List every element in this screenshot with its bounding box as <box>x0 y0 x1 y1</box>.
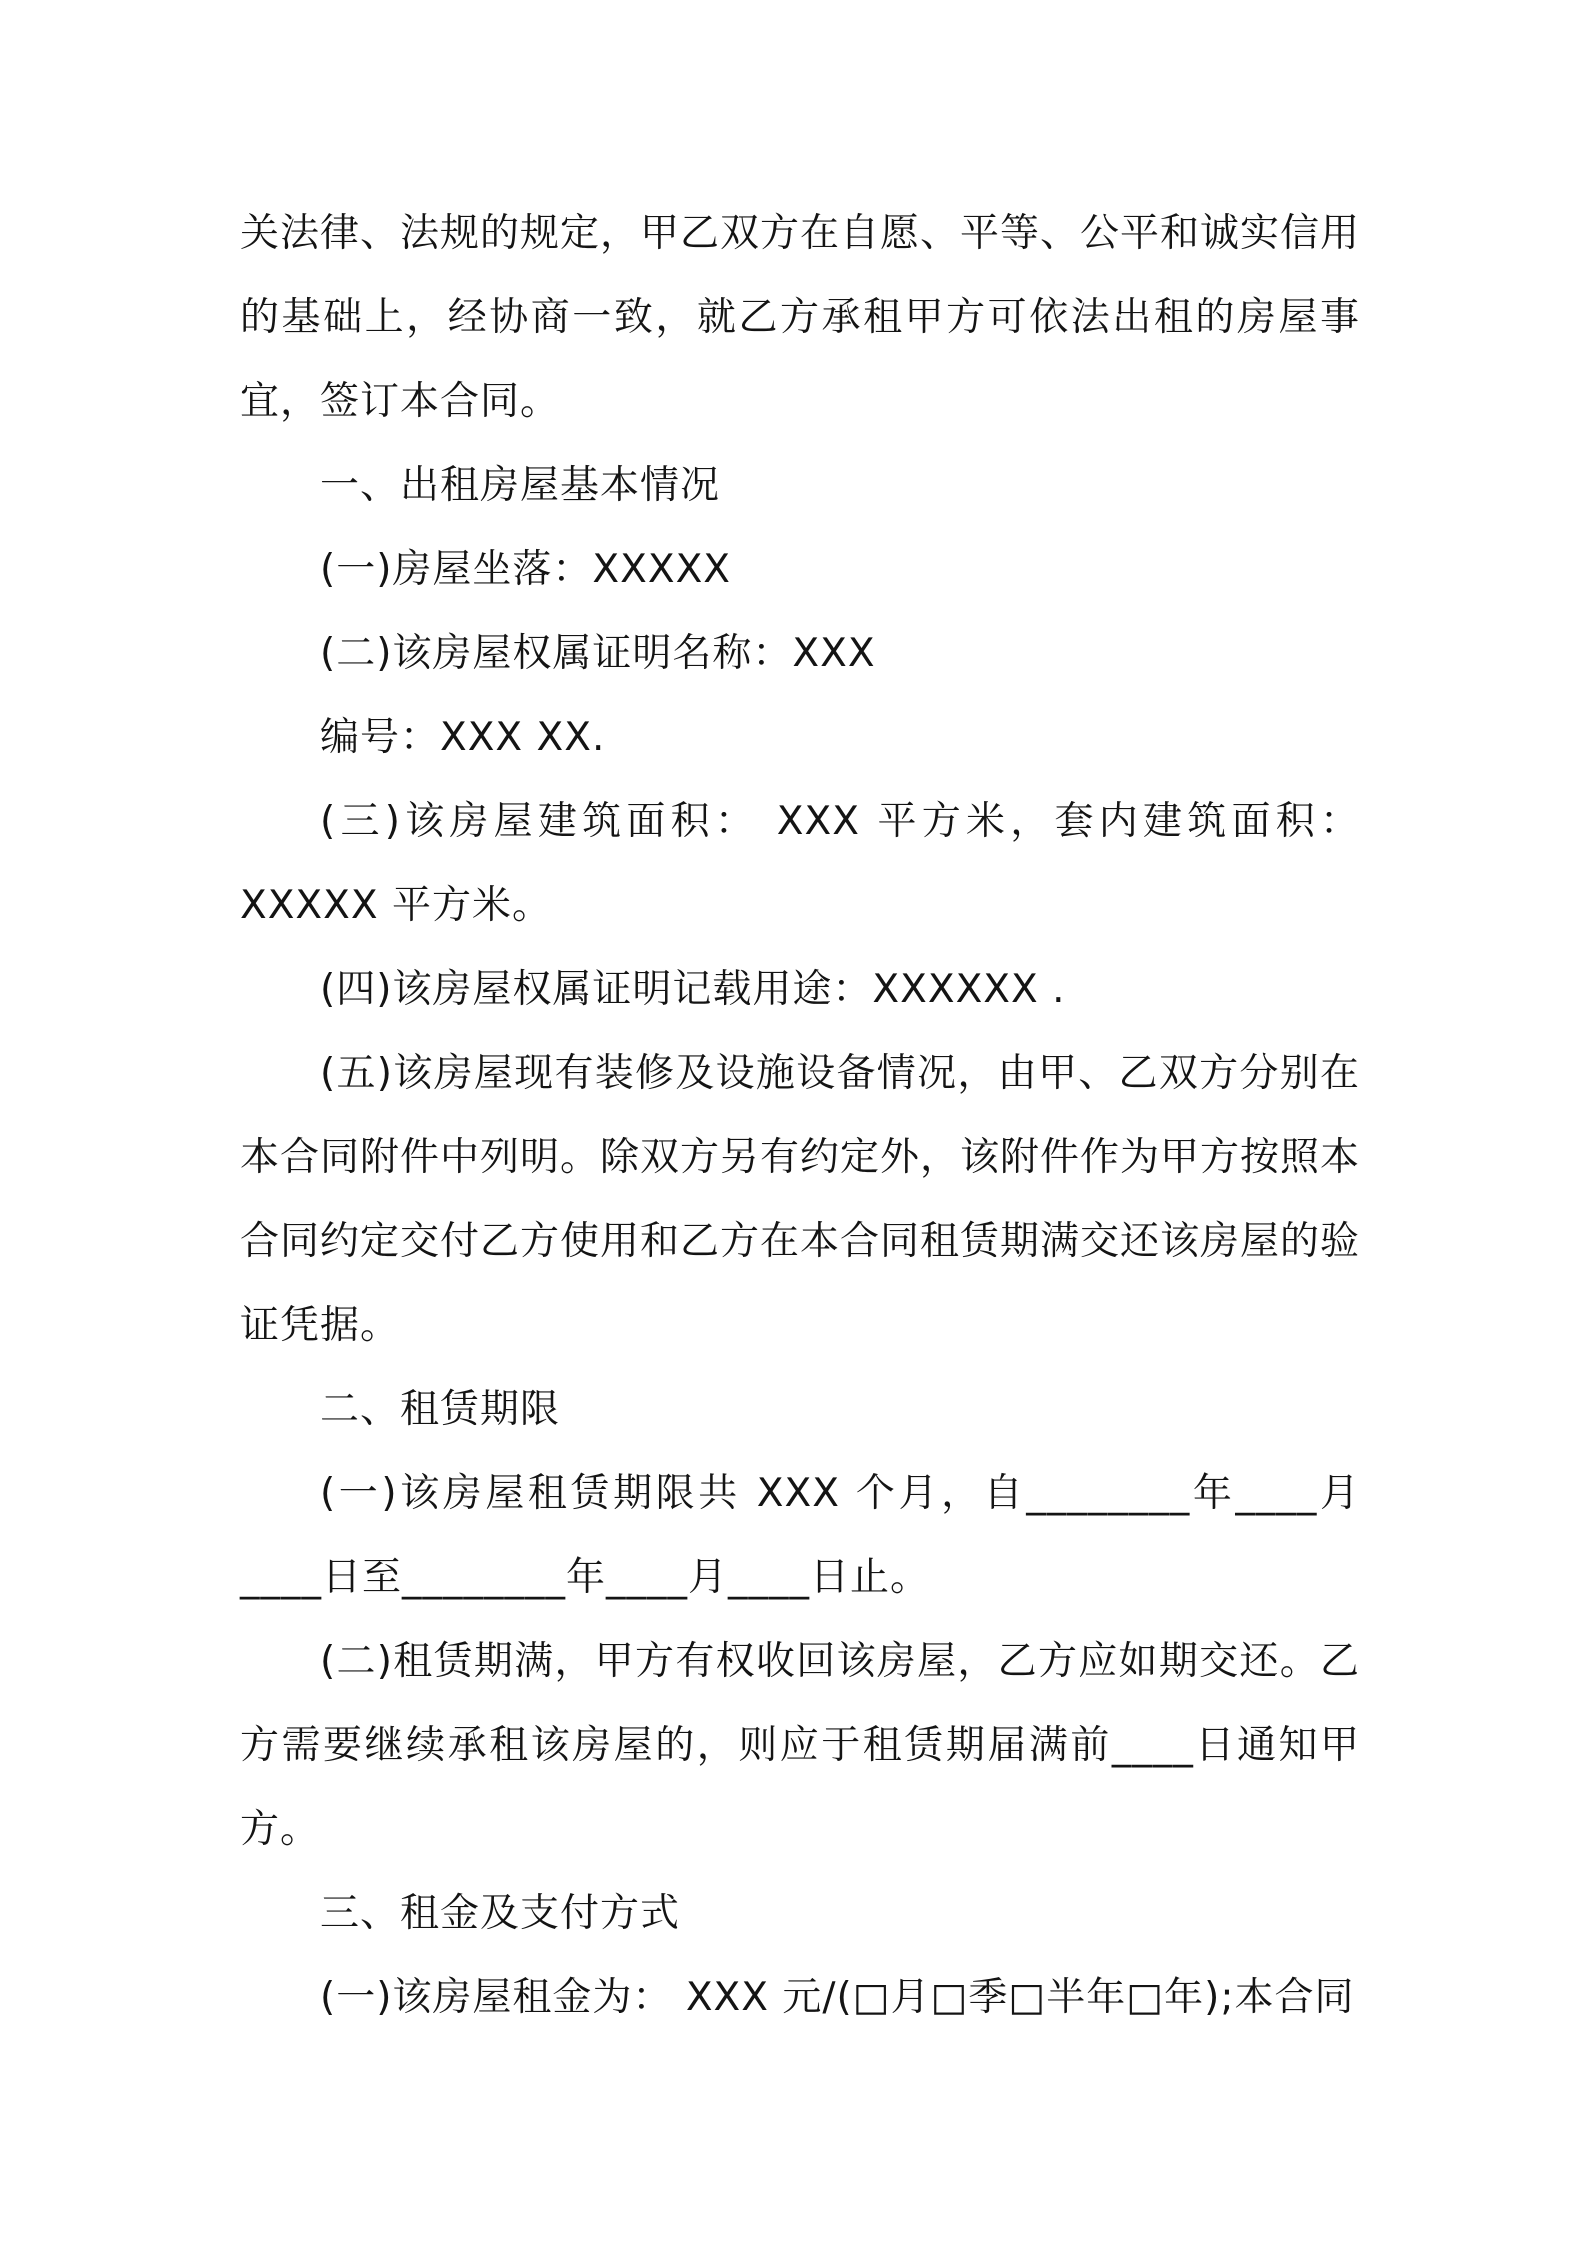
section-3-item-rent: (一)该房屋租金为： XXX 元/(□月□季□半年□年);本合同 <box>320 1975 1355 2020</box>
section-1-item-usage: (四)该房屋权属证明记载用途：XXXXXX . <box>320 967 1066 1012</box>
section-1-item-certificate-name: (二)该房屋权属证明名称：XXX <box>320 631 876 676</box>
section-1-heading: 一、出租房屋基本情况 <box>320 463 721 508</box>
section-2-heading: 二、租赁期限 <box>320 1387 561 1432</box>
section-2-item-expiry: (二)租赁期满，甲方有权收回该房屋，乙方应如期交还。乙方需要继续承租该房屋的，则应于租赁期届满前____日通知甲方。 <box>240 1639 1360 1852</box>
section-1-item-fixtures: (五)该房屋现有装修及设施设备情况，由甲、乙双方分别在本合同附件中列明。除双方另有约定外，该附件作为甲方按照本合同约定交付乙方使用和乙方在本合同租赁期满交还该房屋的验证凭据。 <box>240 1051 1361 1348</box>
section-1-item-location: (一)房屋坐落：XXXXX <box>320 547 732 592</box>
section-3-heading: 三、租金及支付方式 <box>320 1891 681 1936</box>
section-1-item-area: (三)该房屋建筑面积： XXX 平方米，套内建筑面积：XXXXX 平方米。 <box>240 799 1360 928</box>
section-1-item-certificate-number: 编号：XXX XX. <box>320 715 606 760</box>
intro-paragraph: 关法律、法规的规定，甲乙双方在自愿、平等、公平和诚实信用的基础上，经协商一致，就乙方承租甲方可依法出租的房屋事宜，签订本合同。 <box>240 211 1361 424</box>
contract-page <box>240 192 1360 2040</box>
section-2-item-term: (一)该房屋租赁期限共 XXX 个月，自________年____月____日至________年____月____日止。 <box>240 1471 1360 1600</box>
